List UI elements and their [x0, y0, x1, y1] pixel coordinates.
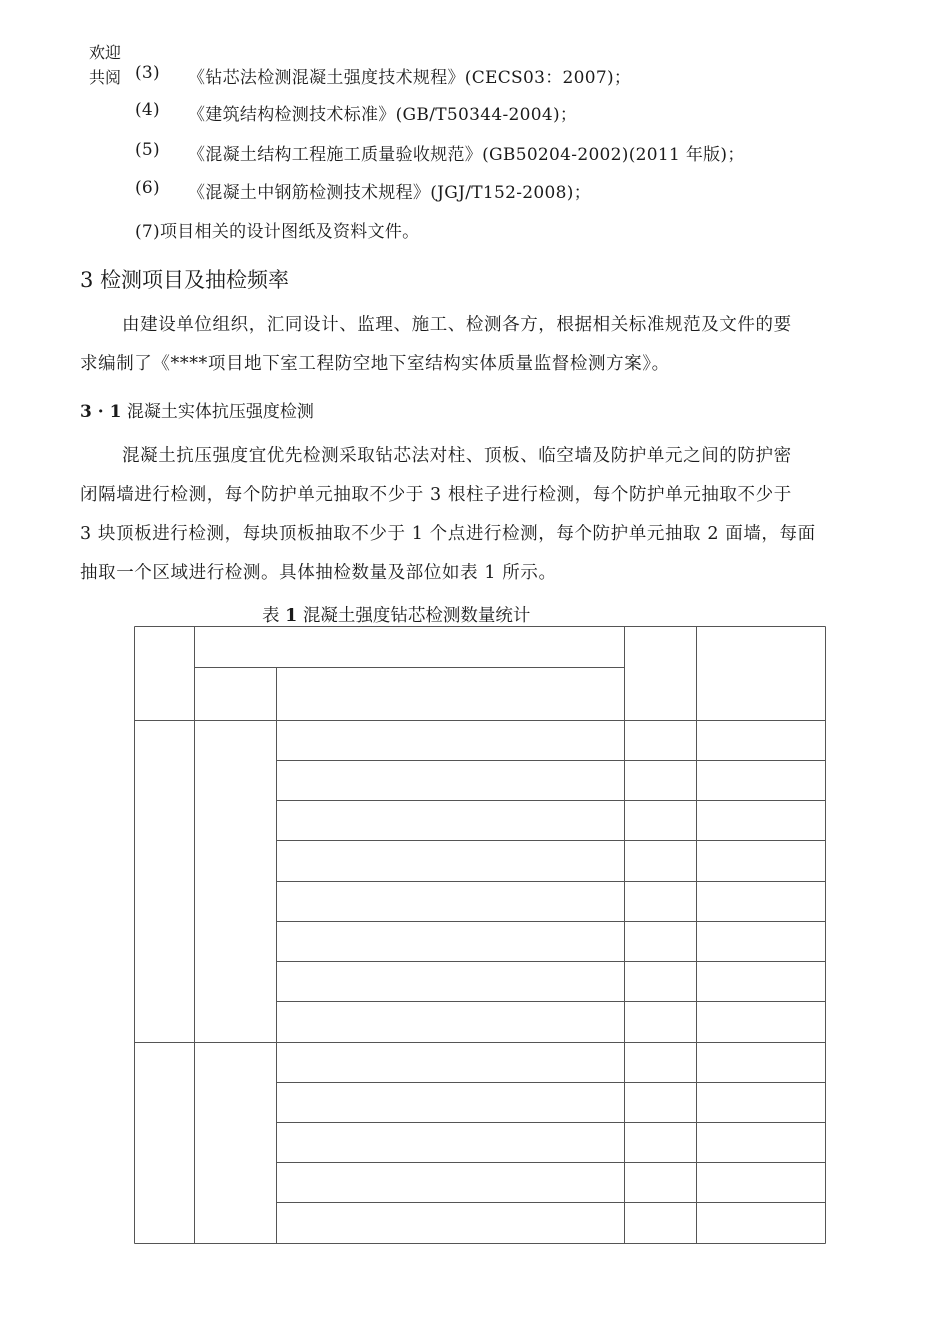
side-note-line-1: 欢迎 — [89, 43, 122, 62]
table-caption — [262, 602, 530, 627]
table-grid — [134, 626, 826, 1244]
table-caption-number: 1 — [285, 606, 298, 626]
body-paragraph-line-3: 3 块顶板进行检测，每块顶板抽取不少于 1 个点进行检测，每个防护单元抽取 2 面墙，每面 — [80, 524, 816, 544]
reference-text: 《建筑结构检测技术标准》(GB/T50344-2004)； — [188, 105, 578, 125]
reference-item-6 — [135, 178, 591, 203]
table-caption-prefix: 表 — [262, 606, 280, 626]
reference-number: (5) — [135, 140, 160, 160]
statistics-table — [134, 626, 826, 1244]
reference-item-5 — [135, 140, 745, 165]
subsection-heading — [80, 397, 314, 422]
body-paragraph-line-4: 抽取一个区域进行检测。具体抽检数量及部位如表 1 所示。 — [80, 563, 557, 583]
reference-number: (6) — [135, 178, 160, 198]
reference-item-3 — [135, 63, 632, 88]
reference-item-4 — [135, 100, 578, 125]
body-paragraph-line-2: 闭隔墙进行检测，每个防护单元抽取不少于 3 根柱子进行检测，每个防护单元抽取不少于 — [80, 485, 792, 505]
section-heading: 3 检测项目及抽检频率 — [80, 268, 290, 292]
side-note-line-2: 共阅 — [89, 68, 122, 87]
body-paragraph-line-1: 混凝土抗压强度宜优先检测采取钻芯法对柱、顶板、临空墙及防护单元之间的防护密 — [122, 446, 792, 466]
reference-text: 《混凝土中钢筋检测技术规程》(JGJ/T152-2008)； — [188, 183, 591, 203]
intro-paragraph-line-2: 求编制了《****项目地下室工程防空地下室结构实体质量监督检测方案》。 — [80, 354, 670, 374]
table-caption-text: 混凝土强度钻芯检测数量统计 — [302, 606, 531, 626]
intro-paragraph-line-1: 由建设单位组织，汇同设计、监理、施工、检测各方，根据相关标准规范及文件的要 — [122, 315, 792, 335]
subsection-number: 3 · 1 — [80, 402, 122, 422]
reference-item-7: (7)项目相关的设计图纸及资料文件。 — [135, 222, 420, 242]
reference-text: 《钻芯法检测混凝土强度技术规程》(CECS03：2007)； — [188, 68, 632, 88]
subsection-title: 混凝土实体抗压强度检测 — [126, 402, 314, 422]
reference-text: 《混凝土结构工程施工质量验收规范》(GB50204-2002)(2011 年版)； — [188, 145, 745, 165]
reference-number: (4) — [135, 100, 160, 120]
reference-number: (3) — [135, 63, 160, 83]
